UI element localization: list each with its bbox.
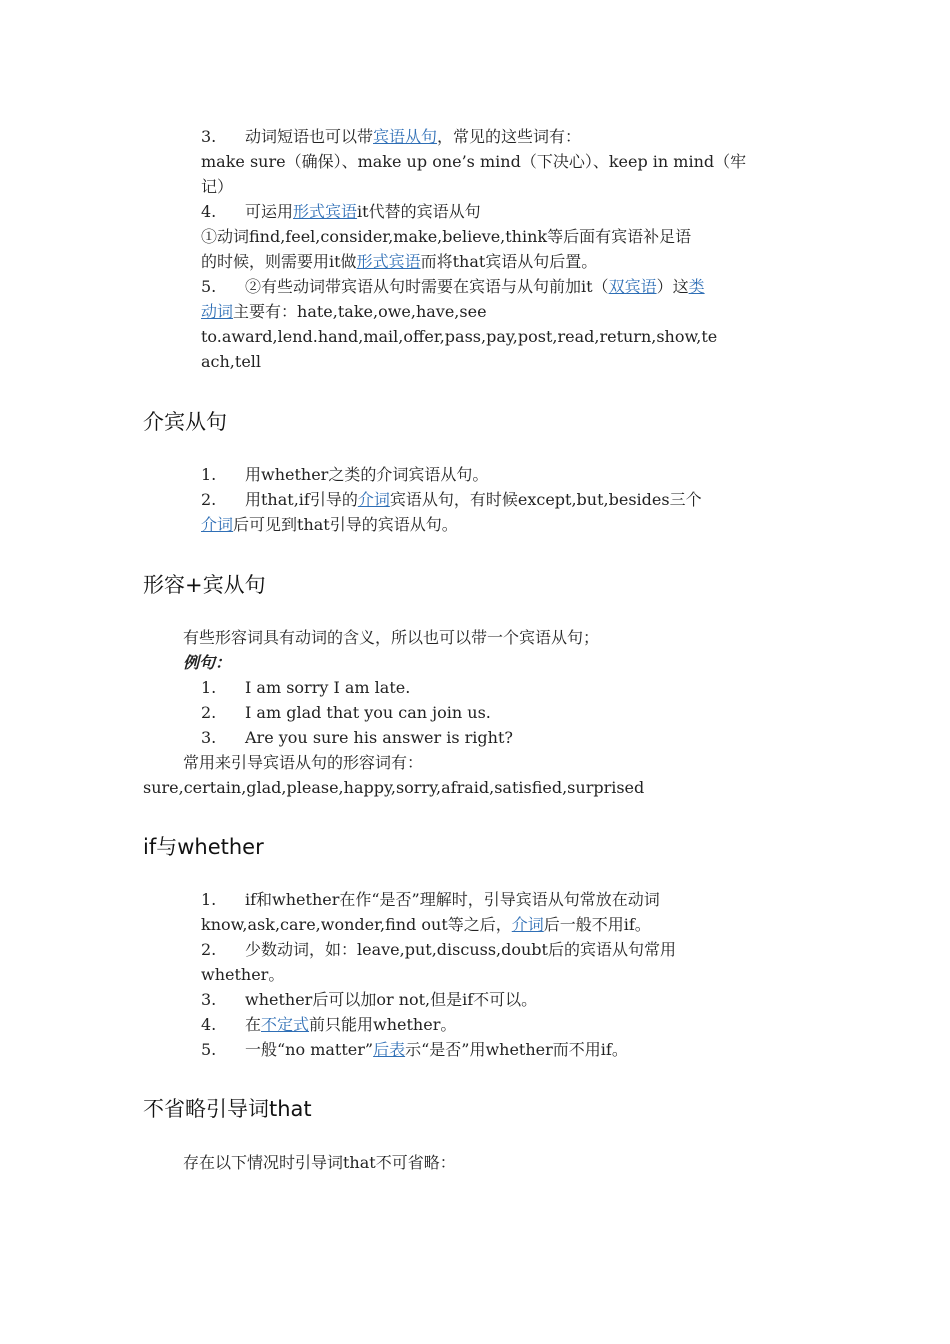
list-item-1-continuation: know,ask,care,wonder,find out等之后，介词后一般不用if。: [201, 915, 651, 934]
list-item-5-continuation: 动词主要有：hate,take,owe,have,see: [201, 302, 487, 321]
list-item-2-continuation: whether。: [201, 965, 285, 984]
list-item-5: 5. ②有些动词带宾语从句时需要在宾语与从句前加it（双宾语）这类: [201, 275, 813, 299]
list-number: 3.: [201, 728, 217, 747]
list-number: 1.: [201, 890, 217, 909]
section-heading-keep-that: 不省略引导词that: [143, 1097, 312, 1121]
list-item-5: 5. 一般“no matter”后表示“是否”用whether而不用if。: [201, 1038, 813, 1062]
link-double-object[interactable]: 双宾语: [608, 277, 657, 296]
list-number: 4.: [201, 1015, 217, 1034]
list-number: 5.: [201, 277, 217, 296]
list-item-2: 2. 少数动词，如：leave,put,discuss,doubt后的宾语从句常用: [201, 938, 813, 962]
list-number: 4.: [201, 202, 217, 221]
example-item: 1. I am sorry I am late.: [201, 676, 813, 700]
list-item-4: 4. 在不定式前只能用whether。: [201, 1013, 813, 1037]
list-item-1: 1. if和whether在作“是否”理解时，引导宾语从句常放在动词: [201, 888, 813, 912]
link-object-clause[interactable]: 宾语从句: [373, 127, 438, 146]
section-heading-if-whether: if与whether: [143, 835, 264, 859]
list-item-3: 3. 动词短语也可以带宾语从句，常见的这些词有：: [201, 125, 813, 149]
section-heading-prep-clause: 介宾从句: [143, 410, 227, 434]
list-item-2: 2. 用that,if引导的介词宾语从句，有时候except,but,besides三个: [201, 488, 813, 512]
list-number: 5.: [201, 1040, 217, 1059]
example-label: 例句：: [183, 653, 232, 672]
link-verb-class[interactable]: 动词: [201, 302, 234, 321]
list-number: 1.: [201, 678, 217, 697]
link-formal-object[interactable]: 形式宾语: [356, 252, 421, 271]
common-adjectives-list: sure,certain,glad,please,happy,sorry,afraid,satisfied,surprised: [143, 778, 645, 797]
list-item-4-sub: 的时候，则需要用it做形式宾语而将that宾语从句后置。: [201, 252, 598, 271]
list-number: 3.: [201, 990, 217, 1009]
intro-text: 存在以下情况时引导词that不可省略：: [183, 1153, 456, 1172]
link-preposition[interactable]: 介词: [511, 915, 544, 934]
link-after-table[interactable]: 后表: [373, 1040, 406, 1059]
list-number: 1.: [201, 465, 217, 484]
link-preposition[interactable]: 介词: [357, 490, 390, 509]
list-item-1: 1. 用whether之类的介词宾语从句。: [201, 463, 813, 487]
link-preposition[interactable]: 介词: [201, 515, 234, 534]
section-heading-adjective-clause: 形容+宾从句: [143, 573, 266, 597]
example-item: 2. I am glad that you can join us.: [201, 701, 813, 725]
example-item: 3. Are you sure his answer is right?: [201, 726, 813, 750]
list-item-3-continuation: make sure（确保）、make up one’s mind（下决心）、keep in mind（牢: [201, 152, 747, 171]
intro-text: 有些形容词具有动词的含义，所以也可以带一个宾语从句；: [183, 628, 600, 647]
list-number: 2.: [201, 490, 217, 509]
list-number: 2.: [201, 940, 217, 959]
list-number: 2.: [201, 703, 217, 722]
link-formal-object[interactable]: 形式宾语: [293, 202, 358, 221]
list-item-5-continuation: to.award,lend.hand,mail,offer,pass,pay,post,read,return,show,te: [201, 327, 718, 346]
list-item-4: 4. 可运用形式宾语it代替的宾语从句: [201, 200, 813, 224]
common-adjectives-label: 常用来引导宾语从句的形容词有：: [183, 753, 424, 772]
list-item-5-continuation: ach,tell: [201, 352, 262, 371]
list-item-3-continuation: 记）: [201, 177, 234, 196]
list-item-3: 3. whether后可以加or not,但是if不可以。: [201, 988, 813, 1012]
link-verb-class[interactable]: 类: [688, 277, 705, 296]
link-infinitive[interactable]: 不定式: [261, 1015, 310, 1034]
list-item-2-continuation: 介词后可见到that引导的宾语从句。: [201, 515, 458, 534]
list-number: 3.: [201, 127, 217, 146]
list-item-4-sub: ①动词find,feel,consider,make,believe,think等后面有宾语补足语: [201, 227, 692, 246]
